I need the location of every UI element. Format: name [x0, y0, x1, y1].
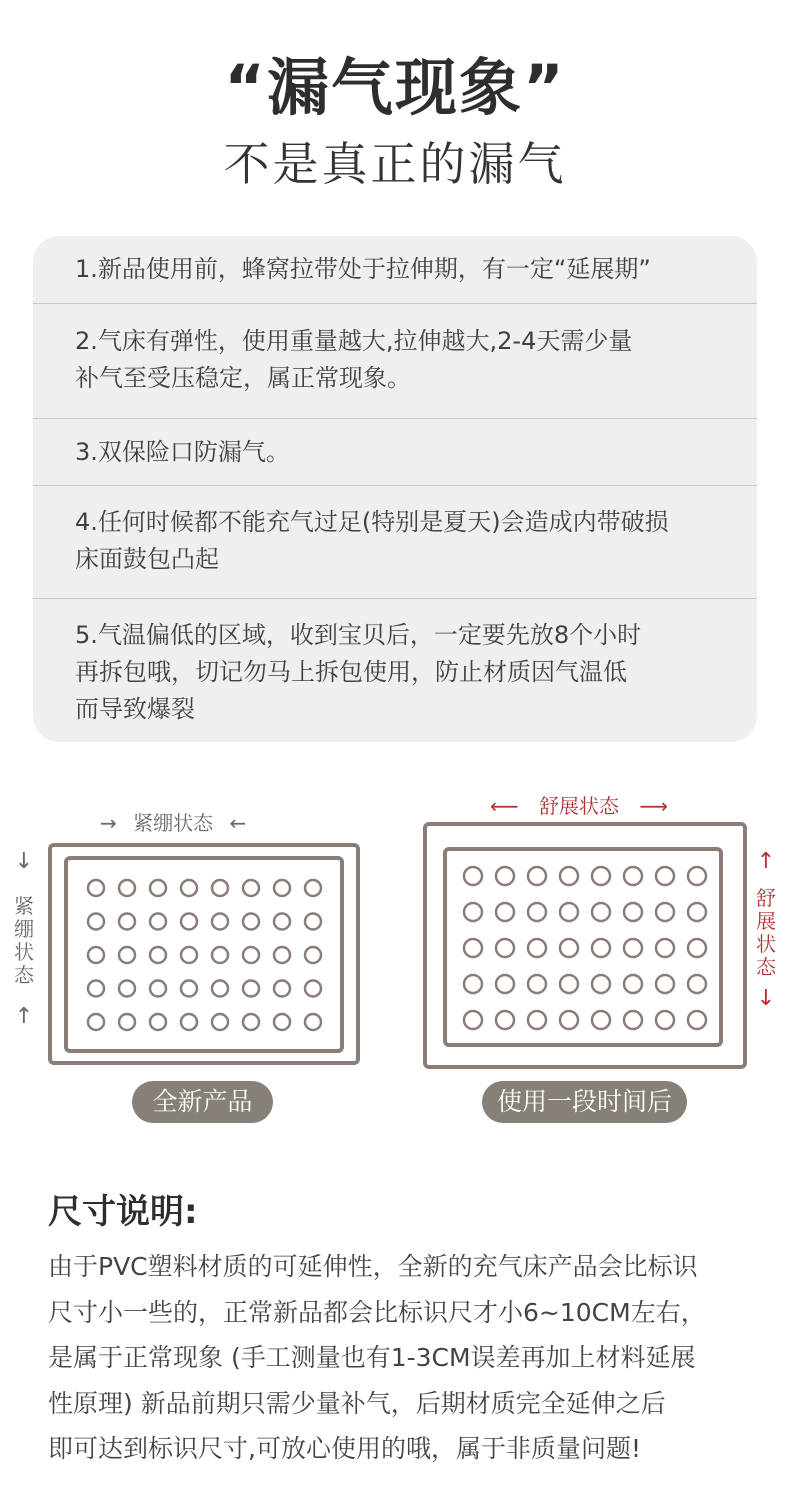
left-top-label: 紧绷状态	[133, 811, 214, 835]
air-cell-dot	[528, 975, 546, 993]
air-cell-dot	[212, 914, 228, 930]
air-cell-dot	[150, 1014, 166, 1030]
air-cell-dot	[305, 1014, 321, 1030]
air-cell-dot	[150, 981, 166, 997]
air-cell-dot	[243, 947, 259, 963]
notes-panel	[33, 236, 757, 742]
air-cell-dot	[88, 1014, 104, 1030]
air-cell-dot	[656, 903, 674, 921]
air-cell-dot	[688, 903, 706, 921]
air-cell-dot	[624, 939, 642, 957]
air-cell-dot	[592, 903, 610, 921]
air-cell-dot	[464, 903, 482, 921]
right-arrow-icon: →	[100, 811, 117, 835]
air-cell-dot	[88, 914, 104, 930]
air-cell-dot	[688, 939, 706, 957]
right-caption-pill: 使用一段时间后	[482, 1081, 687, 1123]
air-cell-dot	[305, 981, 321, 997]
air-cell-dot	[181, 947, 197, 963]
air-cell-dot	[560, 867, 578, 885]
right-outer-frame	[425, 824, 745, 1067]
air-cell-dot	[496, 939, 514, 957]
air-cell-dot	[592, 1011, 610, 1029]
air-cell-dot	[688, 975, 706, 993]
left-dot-grid	[88, 880, 321, 1030]
left-arrow-icon: ←	[229, 811, 247, 835]
air-cell-dot	[119, 947, 135, 963]
air-cell-dot	[592, 939, 610, 957]
air-cell-dot	[150, 914, 166, 930]
air-cell-dot	[243, 880, 259, 896]
section-line-5: 即可达到标识尺寸,可放心使用的哦，属于非质量问题!	[48, 1434, 641, 1463]
air-cell-dot	[528, 903, 546, 921]
air-cell-dot	[624, 975, 642, 993]
note-5-line-2: 再拆包哦，切记勿马上拆包使用，防止材质因气温低	[75, 658, 627, 686]
note-1	[33, 236, 757, 303]
air-cell-dot	[688, 1011, 706, 1029]
note-2-line-1: 2.气床有弹性，使用重量越大,拉伸越大,2-4天需少量	[75, 327, 633, 355]
air-cell-dot	[496, 975, 514, 993]
air-cell-dot	[624, 903, 642, 921]
note-2	[33, 303, 757, 418]
section-line-4: 性原理) 新品前期只需少量补气，后期材质完全延伸之后	[48, 1388, 666, 1418]
right-side-label	[755, 850, 777, 1010]
air-cell-dot	[560, 975, 578, 993]
right-dot-grid	[464, 867, 706, 1029]
air-cell-dot	[496, 1011, 514, 1029]
right-side-text: 舒展状态	[756, 886, 776, 979]
left-top-arrow-label	[100, 807, 246, 836]
air-cell-dot	[88, 880, 104, 896]
air-cell-dot	[274, 914, 290, 930]
page-title: “漏气现象”	[224, 51, 566, 124]
air-cell-dot	[656, 1011, 674, 1029]
air-cell-dot	[592, 867, 610, 885]
right-inner-frame	[445, 849, 721, 1045]
air-cell-dot	[274, 880, 290, 896]
section-line-1: 由于PVC塑料材质的可延伸性，全新的充气床产品会比标识	[48, 1252, 698, 1281]
air-cell-dot	[656, 939, 674, 957]
note-5-line-1: 5.气温偏低的区域，收到宝贝后，一定要先放8个小时	[75, 621, 642, 649]
air-cell-dot	[528, 939, 546, 957]
section-line-2: 尺寸小一些的，正常新品都会比标识尺才小6~10CM左右，	[48, 1297, 706, 1327]
air-cell-dot	[464, 939, 482, 957]
air-cell-dot	[592, 975, 610, 993]
note-4-line-2: 床面鼓包凸起	[75, 545, 219, 573]
note-4	[33, 485, 757, 598]
air-cell-dot	[688, 867, 706, 885]
air-cell-dot	[464, 1011, 482, 1029]
air-cell-dot	[305, 880, 321, 896]
air-cell-dot	[496, 867, 514, 885]
air-cell-dot	[560, 939, 578, 957]
air-cell-dot	[150, 947, 166, 963]
air-cell-dot	[181, 981, 197, 997]
left-side-text: 紧绷状态	[14, 894, 34, 987]
air-cell-dot	[243, 1014, 259, 1030]
section-line-3: 是属于正常现象 (手工测量也有1-3CM误差再加上材料延展	[48, 1343, 696, 1372]
right-arrow-icon: ⟶	[639, 794, 669, 818]
air-cell-dot	[656, 975, 674, 993]
air-cell-dot	[464, 867, 482, 885]
note-3	[33, 418, 757, 485]
page-subtitle: 不是真正的漏气	[223, 137, 567, 191]
air-cell-dot	[528, 1011, 546, 1029]
air-cell-dot	[119, 914, 135, 930]
down-arrow-icon: ↓	[756, 986, 776, 1011]
left-inner-frame	[66, 858, 342, 1051]
left-caption-pill: 全新产品	[132, 1081, 273, 1123]
left-mattress-diagram	[48, 843, 360, 1065]
air-cell-dot	[305, 947, 321, 963]
air-cell-dot	[464, 975, 482, 993]
air-cell-dot	[274, 1014, 290, 1030]
up-arrow-icon: ↑	[14, 1004, 34, 1029]
right-mattress-diagram	[423, 822, 747, 1069]
air-cell-dot	[88, 947, 104, 963]
air-cell-dot	[624, 867, 642, 885]
note-4-line-1: 4.任何时候都不能充气过足(特别是夏天)会造成内带破损	[75, 508, 669, 536]
air-cell-dot	[496, 903, 514, 921]
air-cell-dot	[305, 914, 321, 930]
air-cell-dot	[560, 903, 578, 921]
left-side-label	[13, 850, 35, 1028]
air-cell-dot	[624, 1011, 642, 1029]
air-cell-dot	[212, 1014, 228, 1030]
note-2-line-2: 补气至受压稳定，属正常现象。	[75, 364, 411, 392]
up-arrow-icon: ↑	[756, 849, 776, 874]
air-cell-dot	[528, 867, 546, 885]
air-cell-dot	[212, 947, 228, 963]
air-cell-dot	[656, 867, 674, 885]
note-5	[33, 598, 757, 742]
air-cell-dot	[212, 880, 228, 896]
air-cell-dot	[212, 981, 228, 997]
air-cell-dot	[150, 880, 166, 896]
air-cell-dot	[274, 947, 290, 963]
right-top-arrow-label	[490, 790, 668, 819]
air-cell-dot	[181, 880, 197, 896]
air-cell-dot	[88, 981, 104, 997]
note-1-line-1: 1.新品使用前，蜂窝拉带处于拉伸期，有一定“延展期”	[75, 255, 651, 283]
air-cell-dot	[274, 981, 290, 997]
air-cell-dot	[243, 981, 259, 997]
note-5-line-3: 而导致爆裂	[75, 695, 195, 723]
air-cell-dot	[119, 981, 135, 997]
air-cell-dot	[119, 1014, 135, 1030]
air-cell-dot	[181, 914, 197, 930]
section-title: 尺寸说明:	[48, 1192, 198, 1232]
section-body	[48, 1244, 758, 1472]
right-top-label: 舒展状态	[539, 794, 620, 818]
down-arrow-icon: ↓	[14, 849, 34, 874]
air-cell-dot	[560, 1011, 578, 1029]
air-cell-dot	[119, 880, 135, 896]
left-arrow-icon: ⟵	[490, 794, 519, 818]
air-cell-dot	[243, 914, 259, 930]
air-cell-dot	[181, 1014, 197, 1030]
note-3-line-1: 3.双保险口防漏气。	[75, 438, 290, 466]
